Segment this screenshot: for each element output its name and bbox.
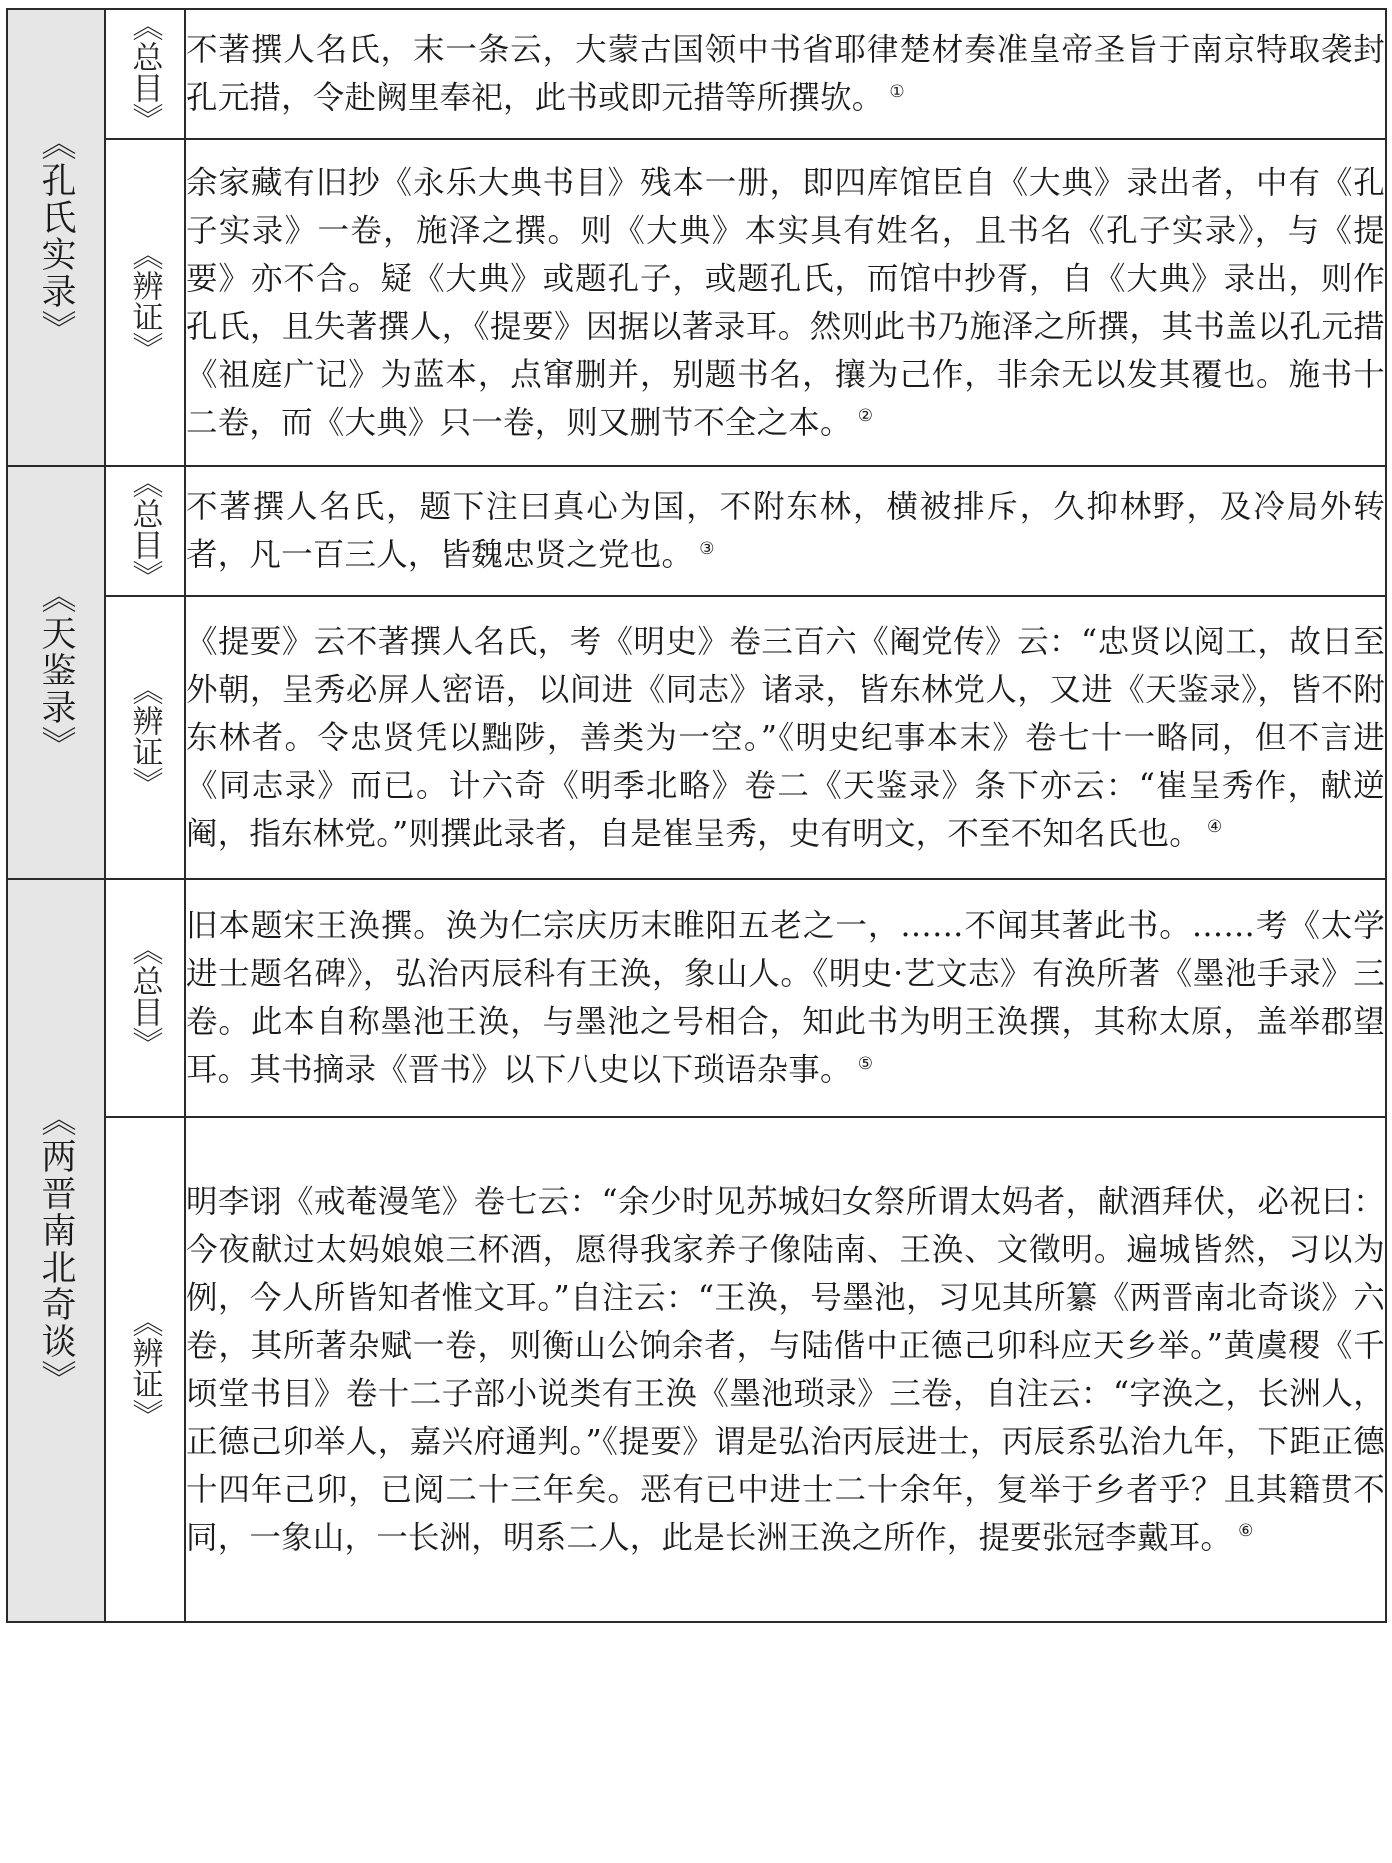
content-cell <box>185 9 1386 139</box>
footnote-marker: ② <box>857 406 874 426</box>
content-text: 《提要》云不著撰人名氏，考《明史》卷三百六《阉党传》云：“忠贤以阅工，故日至外朝，呈秀必屏人密语，以间进《同志》诸录，皆东林党人，又进《天鉴录》，皆不附东林者。令忠贤凭以黜陟，善类为一空。”《明史纪事本末》卷七十一略同，但不言进《同志录》而已。计六奇《明季北略》卷二《天鉴录》条下亦云：“崔呈秀作，献逆阉，指东林党。”则撰此录者，自是崔呈秀，史有明文，不至不知名氏也。 <box>186 623 1385 852</box>
source-type-cell <box>105 466 185 596</box>
source-type-label: 《辨证》 <box>126 1305 163 1430</box>
book-title: 《两晋南北奇谈》 <box>36 1100 76 1397</box>
source-type-cell <box>105 1117 185 1622</box>
book-title-cell <box>7 879 105 1622</box>
content-cell <box>185 879 1386 1117</box>
book-title: 《孔氏实录》 <box>36 124 76 347</box>
footnote-marker: ⑤ <box>857 1053 874 1074</box>
source-type-cell <box>105 879 185 1117</box>
source-type-cell <box>105 139 185 466</box>
source-type-label: 《辨证》 <box>126 673 163 798</box>
book-title: 《天鉴录》 <box>36 578 76 763</box>
table-row <box>7 466 1386 596</box>
content-text: 不著撰人名氏，末一条云，大蒙古国领中书省耶律楚材奏准皇帝圣旨于南京特取袭封孔元措，令赴阙里奉祀，此书或即元措等所撰欤。 <box>186 32 1385 116</box>
source-type-label: 《总目》 <box>126 934 163 1058</box>
content-cell <box>185 139 1386 466</box>
table-row <box>7 1117 1386 1622</box>
content-text: 明李诩《戒菴漫笔》卷七云：“余少时见苏城妇女祭所谓太妈者，献酒拜伏，必祝曰：今夜献过太妈娘娘三杯酒，愿得我家养子像陆南、王涣、文徵明。遍城皆然，习以为例，今人所皆知者惟文耳。”自注云：“王涣，号墨池，习见其所纂《两晋南北奇谈》六卷，其所著杂赋一卷，则衡山公饷余者，与陆偕中正德己卯科应天乡举。”黄虞稷《千顷堂书目》卷十二子部小说类有王涣《墨池琐录》三卷，自注云：“字涣之，长洲人，正德己卯举人，嘉兴府通判。”《提要》谓是弘治丙辰进士，丙辰系弘治九年，下距正德十四年己卯，已阅二十三年矣。恶有已中进士二十余年，复举于乡者乎？且其籍贯不同，一象山，一长洲，明系二人，此是长洲王涣之所作，提要张冠李戴耳。 <box>186 1183 1385 1556</box>
table-row <box>7 139 1386 466</box>
footnote-marker: ⑥ <box>1238 1521 1254 1541</box>
content-text: 余家藏有旧抄《永乐大典书目》残本一册，即四库馆臣自《大典》录出者，中有《孔子实录》一卷，施泽之撰。则《大典》本实具有姓名，且书名《孔子实录》，与《提要》亦不合。疑《大典》或题孔子，或题孔氏，而馆中抄胥，自《大典》录出，则作孔氏，且失著撰人，《提要》因据以著录耳。然则此书乃施泽之所撰，其书盖以孔元措《祖庭广记》为蓝本，点窜删并，别题书名，攘为己作，非余无以发其覆也。施书十二卷，而《大典》只一卷，则又删节不全之本。 <box>186 164 1385 441</box>
content-cell <box>185 596 1386 879</box>
table-row <box>7 596 1386 879</box>
table-row <box>7 879 1386 1117</box>
content-text: 旧本题宋王涣撰。涣为仁宗庆历末睢阳五老之一，……不闻其著此书。……考《太学进士题名碑》，弘治丙辰科有王涣，象山人。《明史·艺文志》有涣所著《墨池手录》三卷。此本自称墨池王涣，与墨池之号相合，知此书为明王涣撰，其称太原，盖举郡望耳。其书摘录《晋书》以下八史以下琐语杂事。 <box>186 908 1385 1088</box>
footnote-marker: ① <box>889 81 905 102</box>
footnote-marker: ④ <box>1206 817 1223 837</box>
bibliography-table <box>6 8 1387 1623</box>
content-text: 不著撰人名氏，题下注曰真心为国，不附东林，横被排斥，久抑林野，及冷局外转者，凡一百三人，皆魏忠贤之党也。 <box>186 489 1385 573</box>
source-type-label: 《辨证》 <box>126 238 163 363</box>
content-cell <box>185 1117 1386 1622</box>
source-type-cell <box>105 9 185 139</box>
source-type-label: 《总目》 <box>126 10 163 134</box>
book-title-cell <box>7 466 105 879</box>
table-row <box>7 9 1386 139</box>
content-cell <box>185 466 1386 596</box>
source-type-label: 《总目》 <box>126 467 163 591</box>
footnote-marker: ③ <box>699 538 715 559</box>
source-type-cell <box>105 596 185 879</box>
book-title-cell <box>7 9 105 466</box>
